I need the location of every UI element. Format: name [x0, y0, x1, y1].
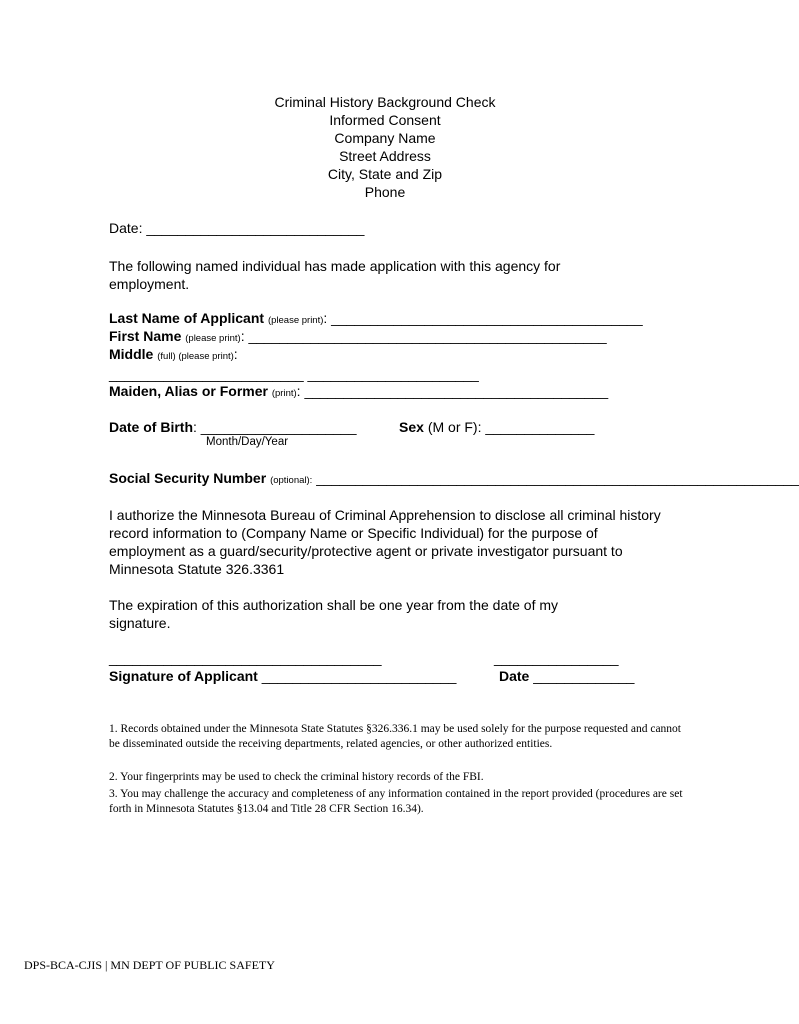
applicant-signature-label: Signature of Applicant: [109, 668, 258, 684]
dob-field: [109, 419, 357, 435]
last-name-note: (please print): [267, 315, 324, 326]
footnote-3: 3. You may challenge the accuracy and completeness of any information contained in the report provided (procedures are set forth in Minnesota Statutes §13.04 and Title 28 CFR Section 16.34).: [109, 788, 683, 815]
last-name-label: Last Name of Applicant: [109, 310, 265, 326]
maiden-name-label: Maiden, Alias or Former: [109, 383, 268, 399]
ssn-label: Social Security Number: [109, 470, 267, 486]
company-name: Company Name: [334, 130, 436, 146]
ssn-field: [109, 470, 799, 486]
applicant-signature-blank: _________________________: [261, 668, 457, 684]
dob-label: Date of Birth: [109, 419, 193, 435]
sex-blank: (M or F): ______________: [427, 419, 595, 435]
middle-name-label: Middle: [109, 346, 154, 362]
middle-name-field: [109, 346, 238, 362]
last-name-field: [109, 310, 643, 326]
ssn-note: (optional):: [270, 475, 313, 486]
dob-hint: Month/Day/Year: [206, 436, 289, 448]
city-state-zip: City, State and Zip: [327, 166, 443, 182]
signature-date-field: [499, 668, 634, 684]
signature-date-blank: _____________: [533, 668, 635, 684]
maiden-name-note: (print): [271, 388, 297, 399]
expiration-paragraph: The expiration of this authorization shall be one year from the date of my signature.: [109, 597, 559, 631]
last-name-blank: : ________________________________________: [323, 310, 643, 326]
footnote-2: 2. Your fingerprints may be used to check the criminal history records of the FBI.: [109, 771, 484, 783]
phone: Phone: [364, 184, 406, 200]
date-field: Date: ____________________________: [109, 220, 365, 236]
middle-name-line: _________________________ ______________________: [109, 366, 479, 382]
first-name-note: (please print): [185, 333, 241, 344]
maiden-name-blank: : _______________________________________: [296, 383, 609, 399]
middle-name-note: (full) (please print): [157, 351, 234, 362]
sex-field: [399, 419, 594, 435]
ssn-blank: ______________________________________________________________: [316, 470, 799, 486]
sex-label: Sex: [399, 419, 424, 435]
form-subtitle: Informed Consent: [329, 112, 441, 128]
authorization-paragraph: I authorize the Minnesota Bureau of Criminal Apprehension to disclose all criminal history record information to (Company Name or Specific Individual) for the purpose of employment as a guard/security/protective agent or private investigator pursuant to Minnesota Statute 326.3361: [109, 507, 661, 577]
first-name-blank: : ______________________________________________: [240, 328, 607, 344]
applicant-signature-field: [109, 668, 456, 684]
signature-date-label: Date: [499, 668, 530, 684]
intro-paragraph: The following named individual has made application with this agency for employment.: [109, 258, 561, 292]
middle-name-blank: :: [233, 346, 238, 362]
signature-line: ___________________________________: [109, 650, 382, 666]
form-title: Criminal History Background Check: [274, 94, 496, 110]
first-name-label: First Name: [109, 328, 182, 344]
first-name-field: [109, 328, 607, 344]
street-address: Street Address: [339, 148, 431, 164]
maiden-name-field: [109, 383, 608, 399]
footnote-1: 1. Records obtained under the Minnesota State Statutes §326.336.1 may be used solely for the purpose requested and cannot be disseminated outside the receiving departments, related agencies, or other authorized entities.: [109, 723, 681, 750]
signature-date-line: ________________: [494, 650, 619, 666]
page-footer: DPS-BCA-CJIS | MN DEPT OF PUBLIC SAFETY: [24, 958, 275, 972]
dob-blank: : ____________________: [193, 419, 357, 435]
